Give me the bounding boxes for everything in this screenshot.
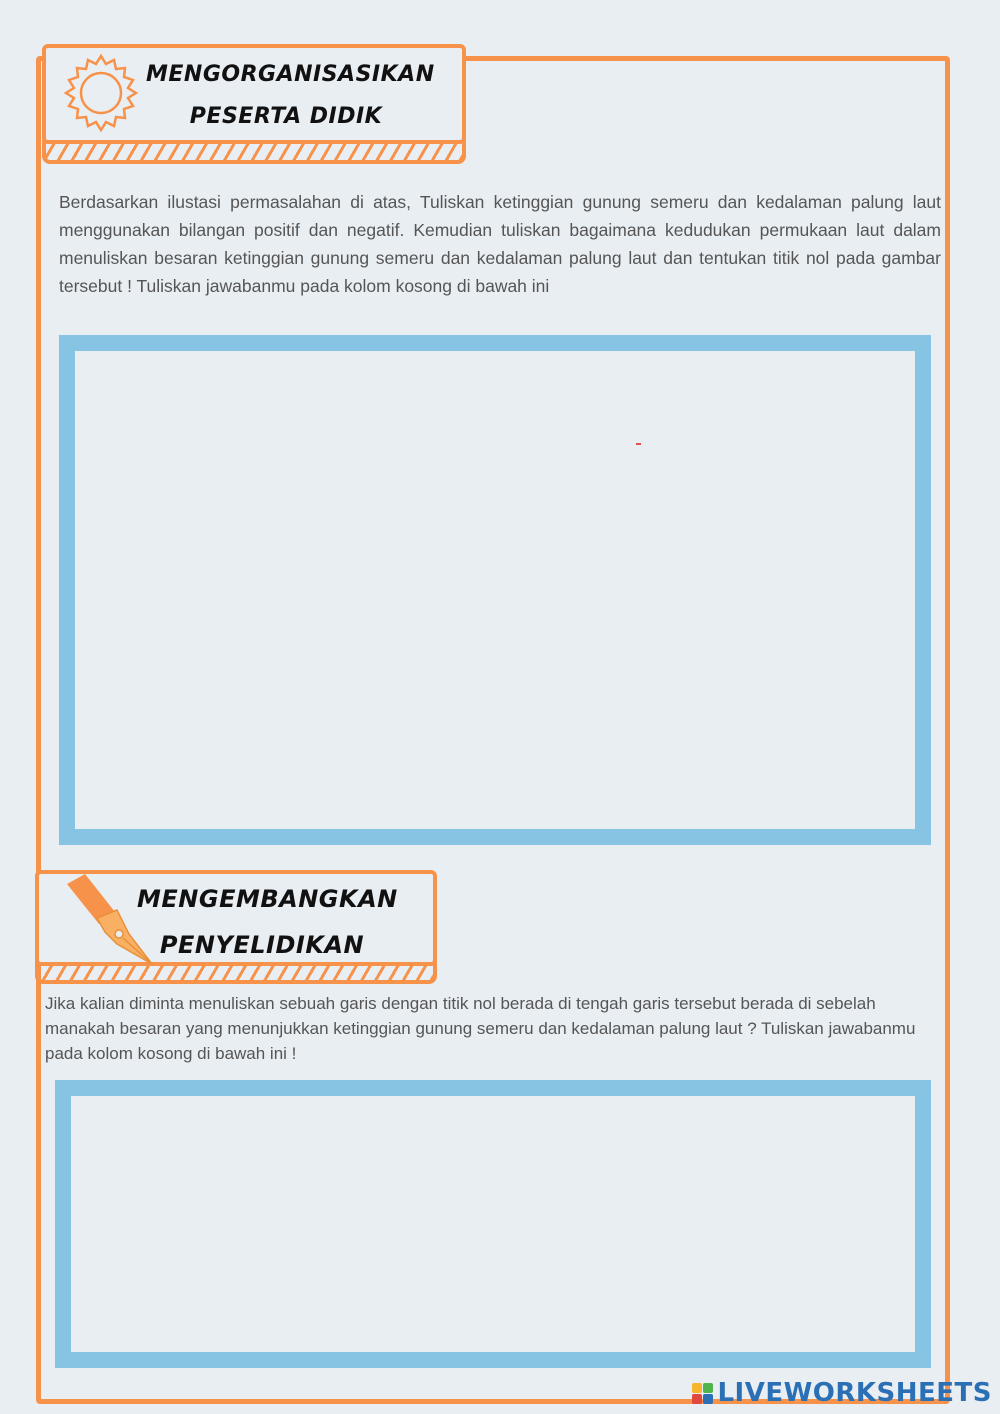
section1-instruction: Berdasarkan ilustasi permasalahan di atas, Tuliskan ketinggian gunung semeru dan kedalaman palung laut menggunakan bilangan positif dan negatif. Kemudian tuliskan bagaimana kedudukan permukaan laut dalam menuliskan besaran ketinggian gunung semeru dan kedalaman palung laut dan tentukan titik nol pada gambar tersebut ! Tuliskan jawabanmu pada kolom kosong di bawah ini [59,192,941,296]
section2-title-line2: PENYELIDIKAN [159,931,365,959]
section2-banner [35,870,437,966]
section2-instruction: Jika kalian diminta menuliskan sebuah garis dengan titik nol berada di tengah garis tersebut berada di sebelah manakah besaran yang menunjukkan ketinggian gunung semeru dan kedalaman palung laut ? Tuliskan jawabanmu pada kolom kosong di bawah ini ! [45,994,916,1063]
red-mark [636,443,641,445]
section1-title-line1: MENGORGANISASIKAN [146,62,435,87]
section2-title-line1: MENGEMBANGKAN [137,885,398,913]
answer-box-2[interactable] [55,1080,931,1368]
logo-mark [692,1383,713,1404]
brand-name: LIVEWORKSHEETS [717,1378,992,1408]
section1-title [146,54,435,138]
gear-icon [56,48,146,138]
liveworksheets-logo [692,1378,992,1408]
answer-box-1[interactable] [59,335,931,845]
section1-title-line2: PESERTA DIDIK [189,104,383,129]
section2-title [137,876,398,968]
section1-banner [42,44,466,144]
